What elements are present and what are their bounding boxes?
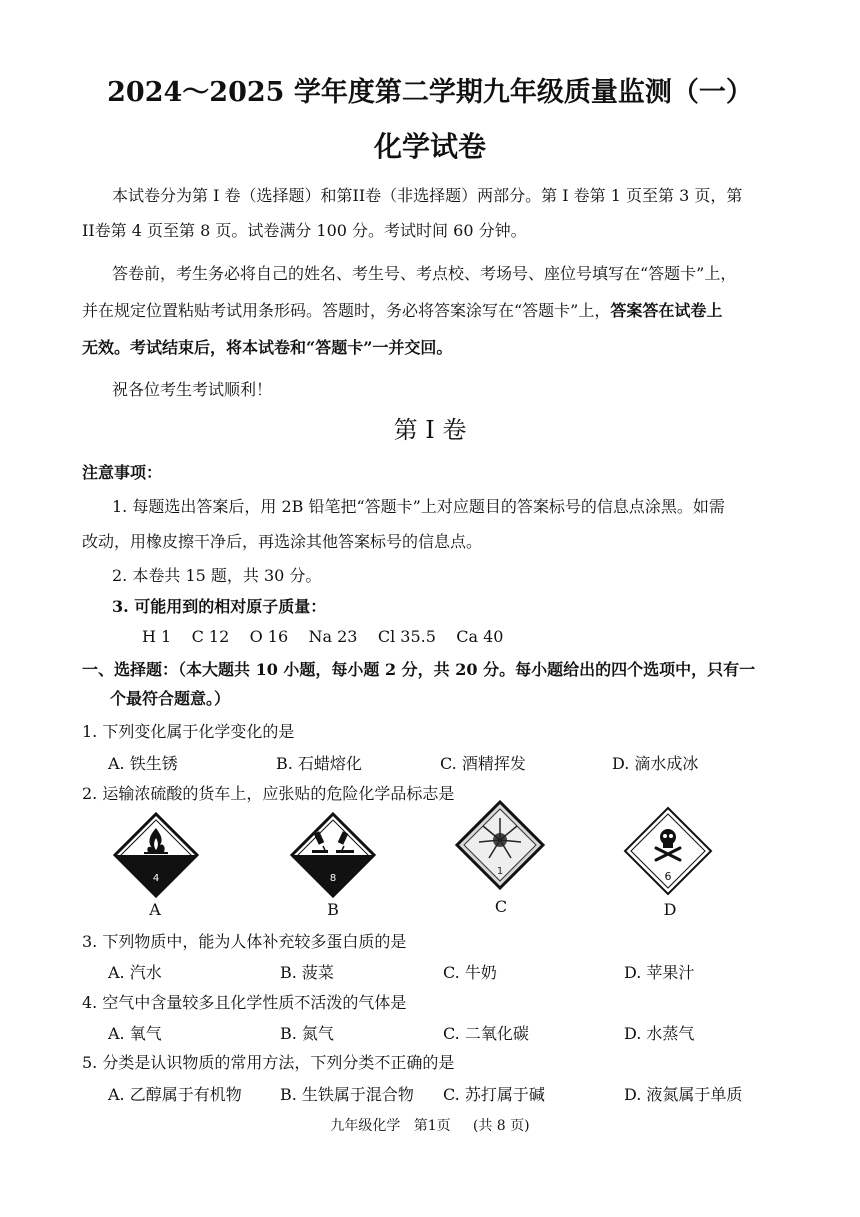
hazard-sign-corrosive-icon xyxy=(290,812,376,898)
question-4-option-d: D. 水蒸气 xyxy=(624,1024,695,1043)
intro-p2-line2-normal: 并在规定位置粘贴考试用条形码。答题时，务必将答案涂写在“答题卡”上， xyxy=(82,301,611,320)
question-1-option-a: A. 铁生锈 xyxy=(108,754,178,773)
question-4-option-a: A. 氧气 xyxy=(108,1024,162,1043)
sign-a-number: 4 xyxy=(152,873,160,884)
sign-label-d: D xyxy=(663,900,677,919)
hazard-sign-toxic-icon xyxy=(623,806,713,896)
question-5-stem: 5. 分类是认识物质的常用方法，下列分类不正确的是 xyxy=(82,1053,455,1072)
intro-p2-line3: 无效。考试结束后，将本试卷和“答题卡”一并交回。 xyxy=(82,338,453,357)
atomic-masses: H 1 C 12 O 16 Na 23 Cl 35.5 Ca 40 xyxy=(142,627,504,646)
question-3-option-d: D. 苹果汁 xyxy=(624,963,695,982)
hazard-sign-flammable-icon xyxy=(113,812,199,898)
part1-heading-line1: 一、选择题：（本大题共 10 小题，每小题 2 分，共 20 分。每小题给出的四个选项中，只有一 xyxy=(82,660,756,679)
hazard-sign-explosive-icon xyxy=(455,800,545,890)
note-1-line2: 改动，用橡皮擦干净后，再选涂其他答案标号的信息点。 xyxy=(82,532,483,551)
intro-p1-line1: 本试卷分为第 I 卷（选择题）和第II卷（非选择题）两部分。第 I 卷第 1 页至第 3 页，第 xyxy=(112,186,743,205)
note-3: 3. 可能用到的相对原子质量： xyxy=(112,597,327,616)
question-5-option-b: B. 生铁属于混合物 xyxy=(280,1085,414,1104)
notes-heading: 注意事项： xyxy=(82,463,163,482)
question-4-option-c: C. 二氧化碳 xyxy=(443,1024,529,1043)
question-1-stem: 1. 下列变化属于化学变化的是 xyxy=(82,722,295,741)
note-1-line1: 1. 每题选出答案后，用 2B 铅笔把“答题卡”上对应题目的答案标号的信息点涂黑。如需 xyxy=(112,497,725,516)
question-1-option-d: D. 滴水成冰 xyxy=(612,754,699,773)
exam-title: 2024～2025 学年度第二学期九年级质量监测（一） xyxy=(107,77,753,108)
question-5-option-c: C. 苏打属于碱 xyxy=(443,1085,545,1104)
intro-p2-line2-bold: 答案答在试卷上 xyxy=(610,301,723,320)
question-5-option-a: A. 乙醇属于有机物 xyxy=(108,1085,242,1104)
sign-label-c: C xyxy=(494,897,508,916)
section-heading: 第 I 卷 xyxy=(393,416,467,444)
note-2: 2. 本卷共 15 题，共 30 分。 xyxy=(112,566,322,585)
question-3-stem: 3. 下列物质中，能为人体补充较多蛋白质的是 xyxy=(82,932,407,951)
question-4-option-b: B. 氮气 xyxy=(280,1024,334,1043)
good-luck-text: 祝各位考生考试顺利！ xyxy=(112,380,273,399)
sign-label-b: B xyxy=(327,900,339,919)
question-3-option-a: A. 汽水 xyxy=(108,963,162,982)
question-3-option-b: B. 菠菜 xyxy=(280,963,334,982)
sign-c-number: 1 xyxy=(496,866,504,877)
question-3-option-c: C. 牛奶 xyxy=(443,963,497,982)
question-4-stem: 4. 空气中含量较多且化学性质不活泼的气体是 xyxy=(82,993,407,1012)
exam-subtitle: 化学试卷 xyxy=(373,130,486,163)
intro-p2-line2 xyxy=(82,298,722,321)
sign-b-number: 8 xyxy=(329,873,337,884)
part1-heading-line2: 个最符合题意。） xyxy=(110,689,231,708)
question-1-option-b: B. 石蜡熔化 xyxy=(276,754,362,773)
page-footer: 九年级化学 第1页 (共 8 页) xyxy=(330,1118,530,1134)
intro-p1-line2: II卷第 4 页至第 8 页。试卷满分 100 分。考试时间 60 分钟。 xyxy=(82,221,527,240)
question-1-option-c: C. 酒精挥发 xyxy=(440,754,526,773)
question-5-option-d: D. 液氮属于单质 xyxy=(624,1085,743,1104)
sign-label-a: A xyxy=(149,900,161,919)
intro-p2-line1: 答卷前，考生务必将自己的姓名、考生号、考点校、考场号、座位号填写在“答题卡”上， xyxy=(112,264,737,283)
sign-d-number: 6 xyxy=(664,870,672,883)
question-2-stem: 2. 运输浓硫酸的货车上，应张贴的危险化学品标志是 xyxy=(82,784,455,803)
